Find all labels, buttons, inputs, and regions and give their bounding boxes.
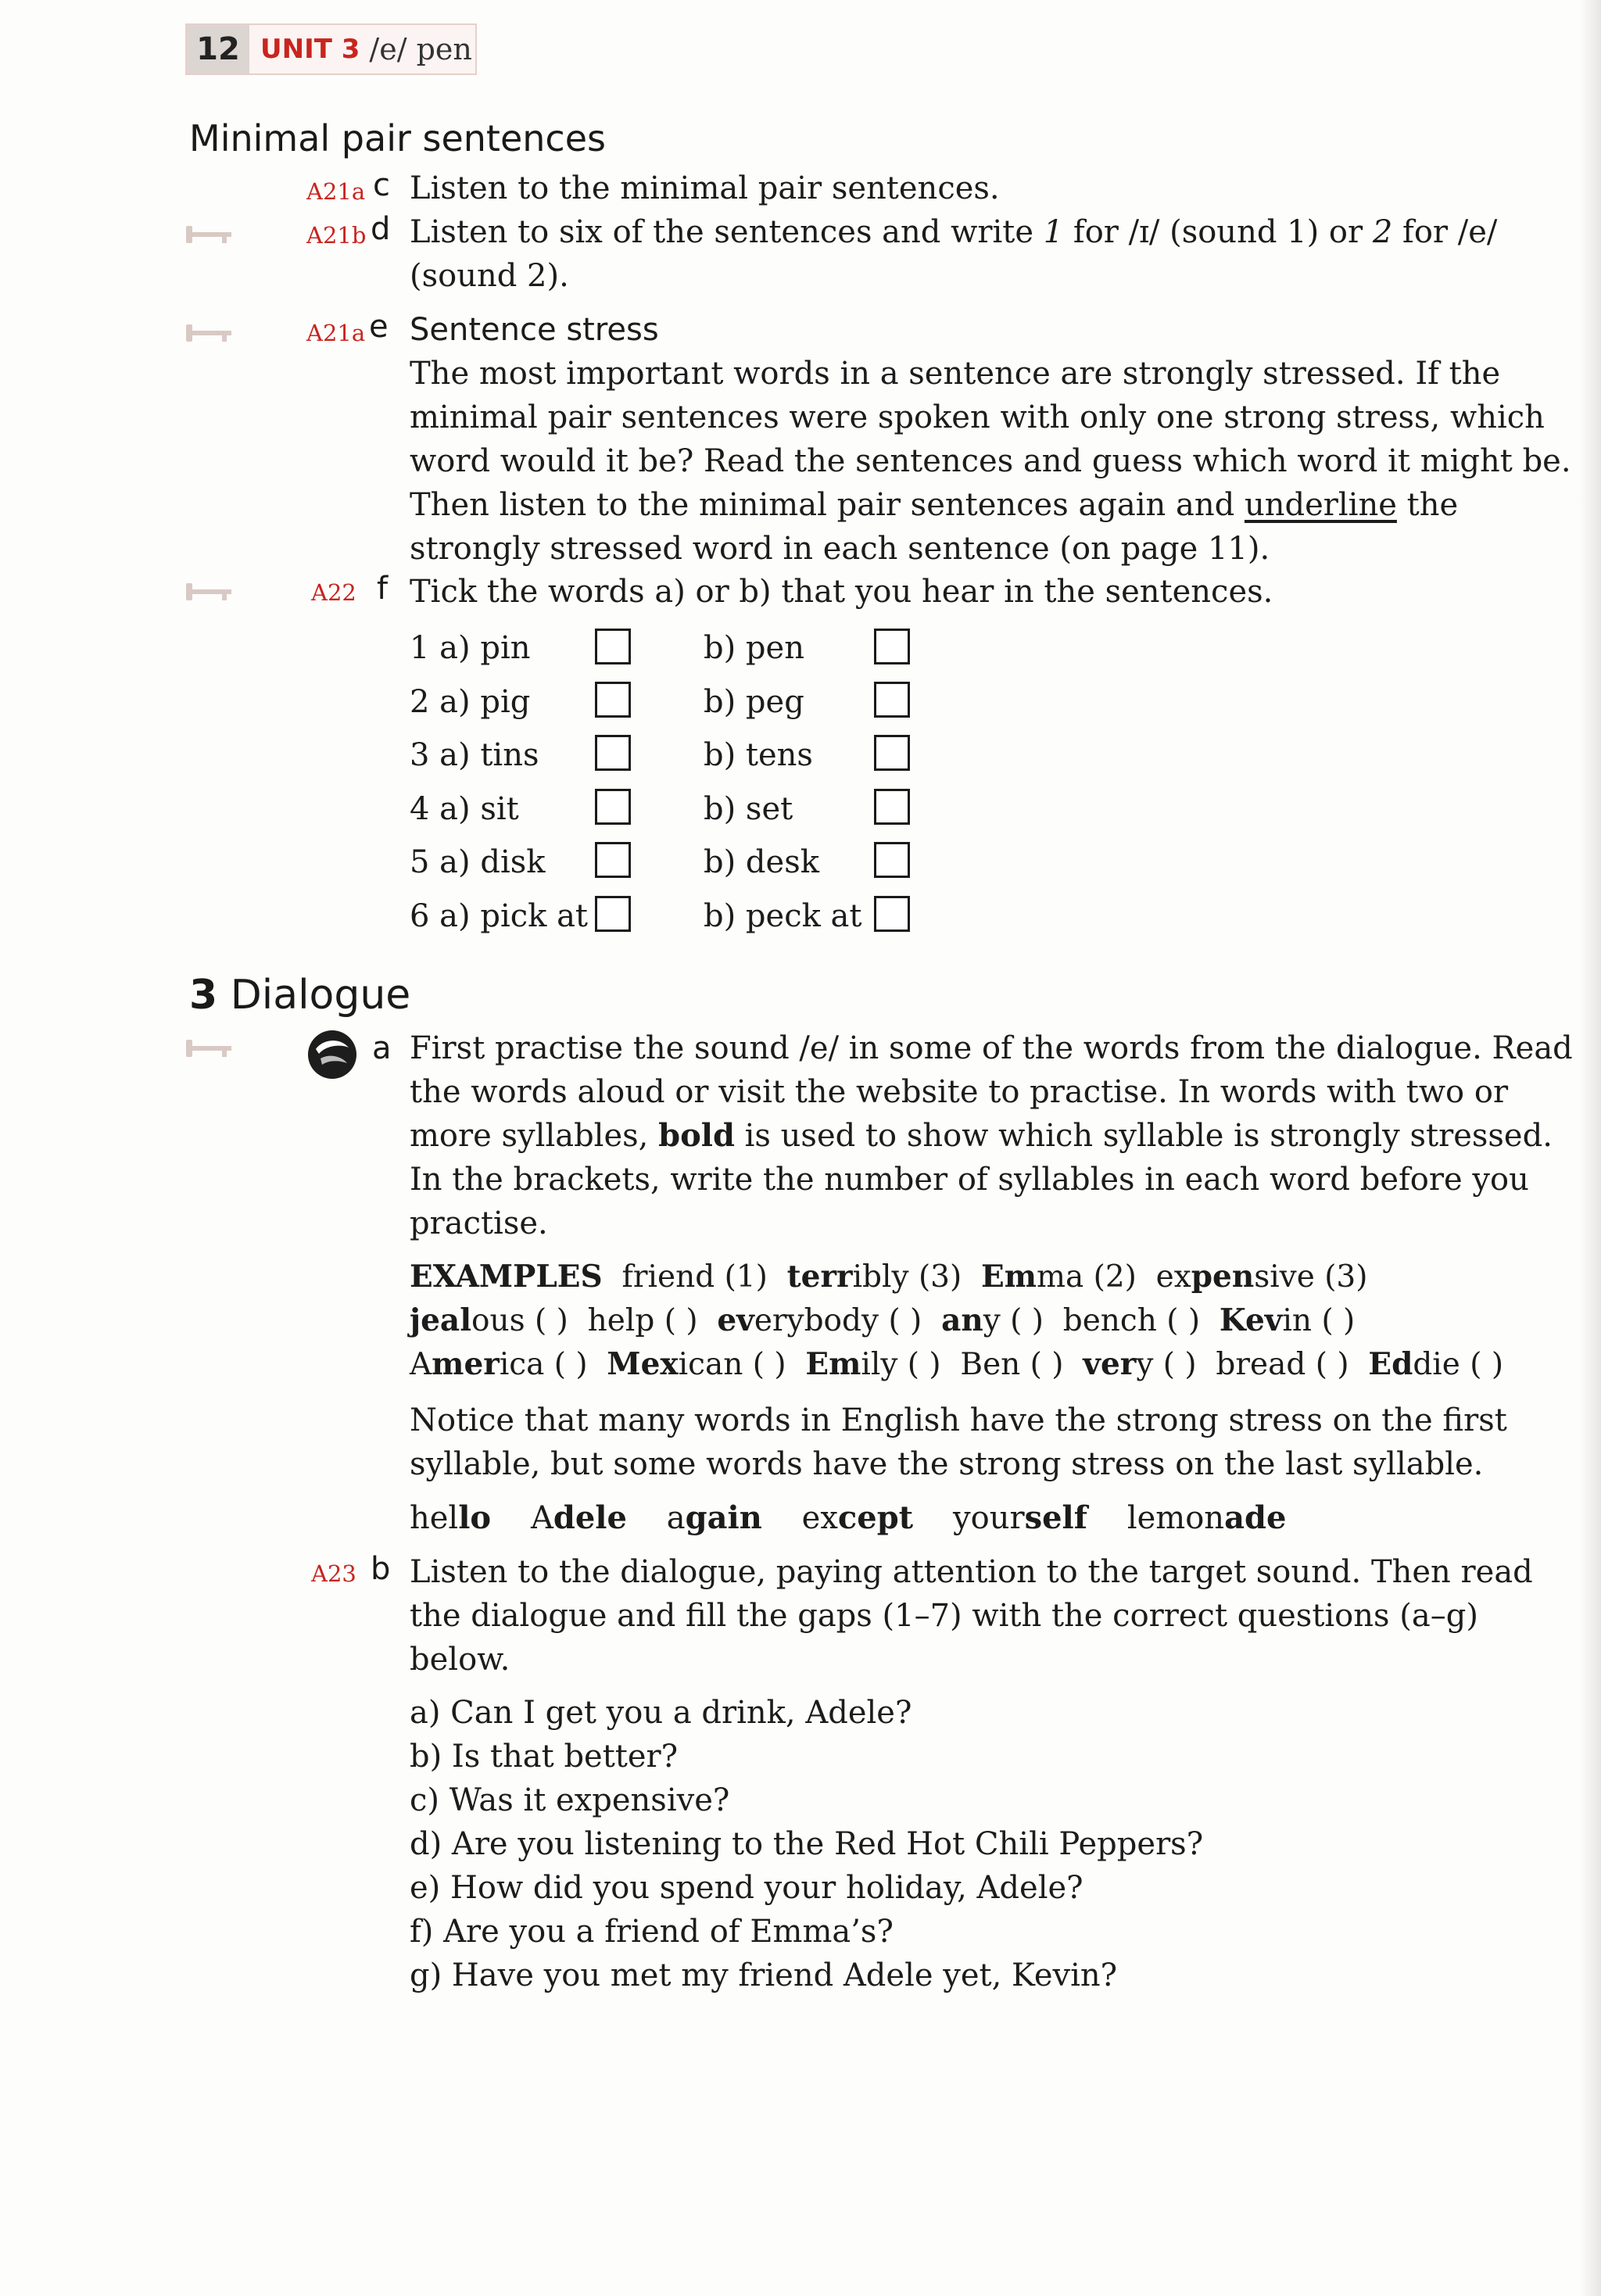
- exercise-letter: e: [369, 309, 389, 345]
- exercise-e-line: Then listen to the minimal pair sentences again and underline the: [410, 487, 1459, 523]
- final-stress-words: hello Adele again except yourself lemonade: [410, 1499, 1287, 1536]
- page-number: 12: [187, 25, 249, 73]
- exercise-c-text: Listen to the minimal pair sentences.: [410, 170, 1000, 206]
- exercise-d-text-line2: (sound 2).: [410, 258, 569, 294]
- option-a-label: 4 a) sit: [410, 791, 519, 827]
- question-item: a) Can I get you a drink, Adele?: [410, 1695, 912, 1731]
- question-item: d) Are you listening to the Red Hot Chili Peppers?: [410, 1826, 1204, 1862]
- tick-box-3b[interactable]: [874, 735, 910, 771]
- answer-key-icon: [184, 1037, 242, 1060]
- tick-box-6a[interactable]: [595, 896, 631, 932]
- tick-box-3a[interactable]: [595, 735, 631, 771]
- tick-box-1a[interactable]: [595, 629, 631, 664]
- notice-line: Notice that many words in English have the strong stress on the first: [410, 1402, 1507, 1438]
- option-a-label: 5 a) disk: [410, 844, 546, 880]
- tick-box-5a[interactable]: [595, 842, 631, 878]
- option-b-label: b) desk: [704, 844, 819, 880]
- option-b-label: b) set: [704, 791, 793, 827]
- exercise-b-line: below.: [410, 1642, 510, 1678]
- exercise-e-line: word would it be? Read the sentences and guess which word it might be.: [410, 443, 1571, 479]
- exercise-e-line: The most important words in a sentence are strongly stressed. If the: [410, 356, 1501, 392]
- practice-words-line: jealous ( ) help ( ) everybody ( ) any ( ) bench ( ) Kevin ( ): [410, 1302, 1356, 1338]
- website-practice-icon: [305, 1027, 360, 1082]
- audio-track-label: A21a: [306, 178, 366, 205]
- option-b-label: b) tens: [704, 737, 813, 773]
- exercise-e-line: minimal pair sentences were spoken with only one strong stress, which: [410, 399, 1545, 435]
- question-item: f) Are you a friend of Emma’s?: [410, 1914, 894, 1950]
- exercise-letter: b: [371, 1551, 391, 1587]
- audio-track-label: A21a: [306, 320, 366, 346]
- section-title-minimal-pairs: Minimal pair sentences: [189, 117, 606, 159]
- audio-track-label: A23: [311, 1560, 356, 1587]
- exercise-e-line: strongly stressed word in each sentence (on page 11).: [410, 531, 1270, 567]
- exercise-a-line: In the brackets, write the number of syllables in each word before you: [410, 1162, 1529, 1198]
- exercise-b-line: Listen to the dialogue, paying attention to the target sound. Then read: [410, 1554, 1533, 1590]
- option-a-label: 1 a) pin: [410, 630, 531, 666]
- option-a-label: 6 a) pick at: [410, 898, 589, 934]
- page-edge-shadow: [1579, 0, 1601, 2296]
- question-item: g) Have you met my friend Adele yet, Kevin?: [410, 1958, 1118, 1993]
- examples-line: EXAMPLES friend (1) terribly (3) Emma (2) expensive (3): [410, 1259, 1368, 1295]
- exercise-letter: c: [373, 167, 390, 203]
- answer-key-icon: [184, 223, 242, 246]
- practice-words-line: America ( ) Mexican ( ) Emily ( ) Ben ( ) very ( ) bread ( ) Eddie ( ): [410, 1346, 1504, 1382]
- exercise-a-line: First practise the sound /e/ in some of the words from the dialogue. Read: [410, 1030, 1573, 1066]
- section-title-dialogue: 3 Dialogue: [189, 972, 411, 1019]
- exercise-letter: f: [377, 571, 389, 607]
- exercise-letter: d: [371, 211, 391, 247]
- exercise-b-line: the dialogue and fill the gaps (1–7) with the correct questions (a–g): [410, 1598, 1478, 1634]
- unit-sound: /e/ pen: [369, 32, 472, 66]
- tick-box-5b[interactable]: [874, 842, 910, 878]
- question-item: e) How did you spend your holiday, Adele?: [410, 1870, 1083, 1906]
- tick-box-4a[interactable]: [595, 789, 631, 825]
- question-item: c) Was it expensive?: [410, 1782, 730, 1818]
- exercise-a-line: the words aloud or visit the website to practise. In words with two or: [410, 1074, 1509, 1110]
- tick-box-6b[interactable]: [874, 896, 910, 932]
- tick-box-1b[interactable]: [874, 629, 910, 664]
- sentence-stress-heading: Sentence stress: [410, 312, 659, 348]
- option-b-label: b) peck at: [704, 898, 862, 934]
- question-item: b) Is that better?: [410, 1739, 679, 1775]
- notice-line: syllable, but some words have the strong stress on the last syllable.: [410, 1446, 1484, 1482]
- exercise-letter: a: [372, 1030, 392, 1066]
- tick-box-2a[interactable]: [595, 682, 631, 718]
- tick-box-2b[interactable]: [874, 682, 910, 718]
- exercise-a-line: practise.: [410, 1205, 548, 1241]
- option-a-label: 2 a) pig: [410, 684, 531, 720]
- tick-box-4b[interactable]: [874, 789, 910, 825]
- option-a-label: 3 a) tins: [410, 737, 539, 773]
- exercise-a-line: more syllables, bold is used to show which syllable is strongly stressed.: [410, 1117, 1553, 1154]
- exercise-d-text: Listen to six of the sentences and write 1 for /ɪ/ (sound 1) or 2 for /e/: [410, 214, 1498, 250]
- audio-track-label: A22: [311, 579, 356, 606]
- option-b-label: b) pen: [704, 630, 804, 666]
- unit-header: [185, 23, 477, 75]
- unit-label: UNIT 3: [260, 34, 360, 65]
- option-b-label: b) peg: [704, 684, 804, 720]
- answer-key-icon: [184, 321, 242, 345]
- exercise-f-text: Tick the words a) or b) that you hear in the sentences.: [410, 574, 1273, 610]
- answer-key-icon: [184, 580, 242, 604]
- audio-track-label: A21b: [306, 222, 367, 249]
